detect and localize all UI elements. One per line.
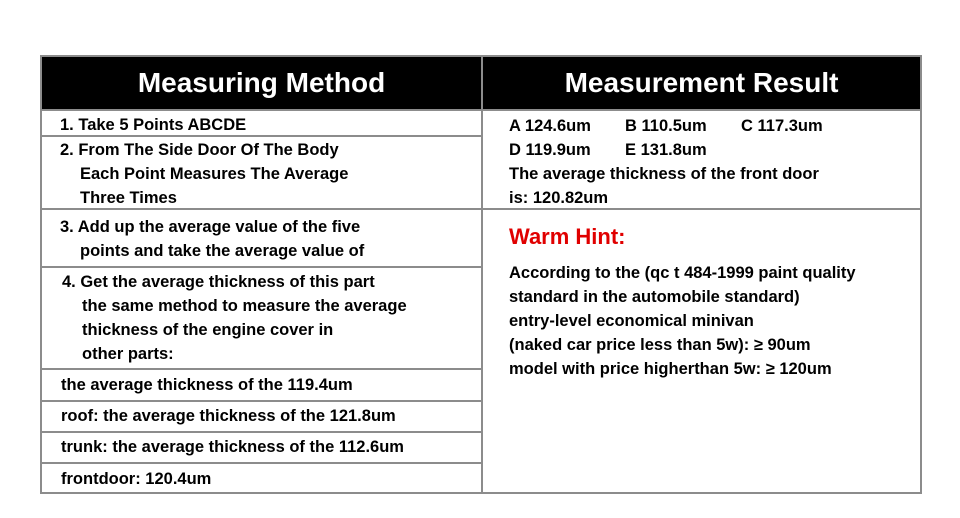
hint-line: According to the (qc t 484-1999 paint quality [509, 264, 856, 282]
column-divider [481, 57, 483, 492]
point-results-row-1 [509, 114, 909, 138]
step-4-line-4: other parts: [82, 345, 174, 363]
result-row-roof: roof: the average thickness of the 121.8um [61, 407, 396, 425]
hint-line: (naked car price less than 5w): ≥ 90um [509, 336, 811, 354]
measurement-result-header: Measurement Result [483, 57, 920, 109]
hint-line: entry-level economical minivan [509, 312, 754, 330]
result-row-frontdoor: frontdoor: 120.4um [61, 470, 212, 488]
point-a: A 124.6um [509, 117, 591, 135]
step-2-line-2: Each Point Measures The Average [80, 165, 349, 183]
result-row-engine-cover: the average thickness of the 119.4um [61, 376, 353, 394]
row-divider [42, 266, 481, 268]
point-c: C 117.3um [741, 117, 823, 135]
point-e: E 131.8um [625, 141, 707, 159]
step-4-line-1: 4. Get the average thickness of this part [62, 273, 375, 291]
warm-hint-title: Warm Hint: [509, 224, 626, 249]
step-3 [60, 215, 364, 263]
row-divider [42, 431, 481, 433]
step-2-line-3: Three Times [80, 189, 177, 207]
measuring-method-header: Measuring Method [42, 57, 481, 109]
step-3-line-2: points and take the average value of [80, 242, 365, 260]
row-divider [42, 462, 481, 464]
hint-line: standard in the automobile standard) [509, 288, 800, 306]
average-line-1: The average thickness of the front door [509, 165, 819, 183]
row-divider [42, 368, 481, 370]
step-1: 1. Take 5 Points ABCDE [60, 116, 247, 134]
result-row-trunk: trunk: the average thickness of the 112.6um [61, 438, 404, 456]
point-b: B 110.5um [625, 117, 707, 135]
step-2-line-1: 2. From The Side Door Of The Body [60, 141, 339, 159]
point-d: D 119.9um [509, 141, 591, 159]
point-results-row-2 [509, 138, 909, 162]
step-4 [62, 270, 407, 366]
step-2 [60, 138, 348, 210]
step-4-line-3: thickness of the engine cover in [82, 321, 334, 339]
hint-line: model with price higherthan 5w: ≥ 120um [509, 360, 832, 378]
step-3-line-1: 3. Add up the average value of the five [60, 218, 361, 236]
measurement-table [40, 55, 922, 494]
warm-hint-body [509, 261, 914, 381]
point-results [509, 114, 909, 210]
row-divider [42, 400, 481, 402]
step-4-line-2: the same method to measure the average [82, 297, 407, 315]
average-line-2: is: 120.82um [509, 189, 609, 207]
header-divider [42, 109, 920, 111]
